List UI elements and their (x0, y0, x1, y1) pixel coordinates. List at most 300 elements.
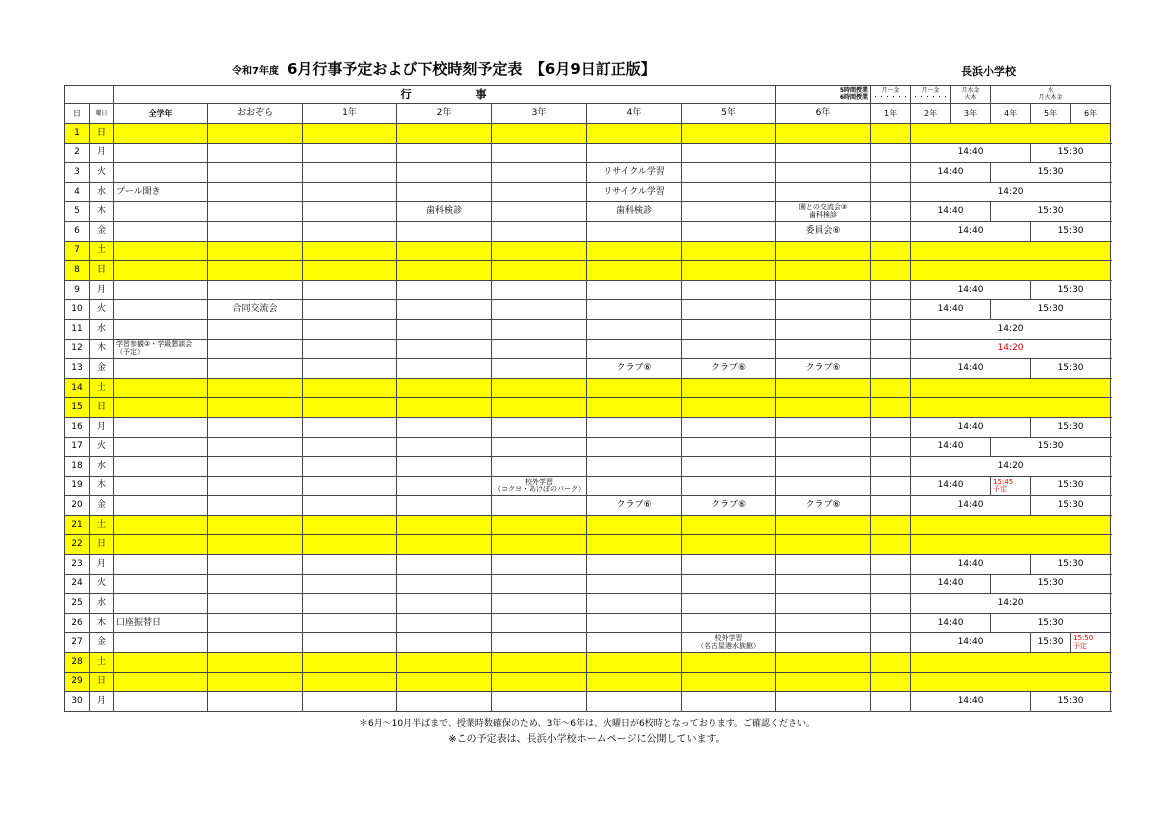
event-g2 (397, 280, 492, 300)
event-g1 (303, 398, 397, 418)
event-oozora (208, 574, 303, 594)
event-g2 (397, 124, 492, 144)
event-g2 (397, 163, 492, 183)
event-g2 (397, 359, 492, 379)
event-g6 (776, 143, 871, 163)
time-cell: 15:30 (991, 202, 1111, 222)
table-row (65, 692, 1111, 712)
event-g3 (492, 496, 587, 516)
weekday: 水 (90, 319, 114, 339)
event-g1 (303, 515, 397, 535)
table-row (65, 555, 1111, 575)
time-cell: 14:40 (911, 300, 991, 320)
lesson-note-cell (871, 339, 911, 359)
event-oozora (208, 182, 303, 202)
lesson-note-cell (871, 613, 911, 633)
event-oozora (208, 417, 303, 437)
event-g2 (397, 339, 492, 359)
col-grade-5: 5年 (682, 104, 776, 124)
event-g1 (303, 594, 397, 614)
time-cell (911, 672, 1111, 692)
event-g2 (397, 555, 492, 575)
weekday: 木 (90, 613, 114, 633)
time-cell: 14:40 (911, 417, 1031, 437)
event-g4 (587, 221, 682, 241)
table-row (65, 417, 1111, 437)
event-oozora (208, 398, 303, 418)
event-all (114, 672, 208, 692)
event-g3 (492, 437, 587, 457)
table-row (65, 476, 1111, 496)
event-g3 (492, 417, 587, 437)
event-g5 (682, 143, 776, 163)
pattern-3-top: 月水金 (961, 86, 980, 94)
weekday: 木 (90, 339, 114, 359)
pattern-2-top: 月～金 (921, 86, 940, 94)
event-g4 (587, 319, 682, 339)
table-row (65, 143, 1111, 163)
day-number: 15 (65, 398, 90, 418)
event-g1 (303, 457, 397, 477)
event-g6 (776, 437, 871, 457)
pattern-4-bottom: 月火木金 (1038, 93, 1063, 101)
event-g3 (492, 515, 587, 535)
event-g2 (397, 417, 492, 437)
weekday: 月 (90, 280, 114, 300)
col-grade-4: 4年 (587, 104, 682, 124)
event-g6: 園との交流会③ 歯科検診 (776, 202, 871, 222)
event-all (114, 319, 208, 339)
event-all (114, 535, 208, 555)
time-cell: 15:30 (1031, 476, 1111, 496)
event-g3 (492, 143, 587, 163)
event-g5 (682, 241, 776, 261)
event-g5 (682, 692, 776, 712)
event-g6 (776, 594, 871, 614)
day-number: 14 (65, 378, 90, 398)
weekday: 土 (90, 653, 114, 673)
table-row (65, 378, 1111, 398)
time-cell: 15:30 (991, 163, 1111, 183)
time-cell (911, 515, 1111, 535)
event-g3 (492, 653, 587, 673)
schedule-table (64, 85, 1111, 712)
event-g5 (682, 653, 776, 673)
event-g4: リサイクル学習 (587, 182, 682, 202)
event-g6 (776, 280, 871, 300)
time-cell: 14:40 (911, 692, 1031, 712)
weekday: 土 (90, 241, 114, 261)
time-cell: 15:30 (1031, 359, 1111, 379)
event-g5 (682, 535, 776, 555)
time-cell (911, 398, 1111, 418)
event-oozora (208, 457, 303, 477)
time-cell: 15:30 (1031, 555, 1111, 575)
time-cell: 14:40 (911, 359, 1031, 379)
event-g5 (682, 457, 776, 477)
event-g1 (303, 653, 397, 673)
event-oozora (208, 261, 303, 281)
event-g1 (303, 163, 397, 183)
event-oozora (208, 496, 303, 516)
lesson-note-cell (871, 221, 911, 241)
event-oozora (208, 633, 303, 653)
event-all (114, 398, 208, 418)
event-g2 (397, 261, 492, 281)
weekday: 月 (90, 555, 114, 575)
event-g1 (303, 300, 397, 320)
event-g4 (587, 515, 682, 535)
event-g3 (492, 182, 587, 202)
event-oozora (208, 692, 303, 712)
table-row (65, 653, 1111, 673)
event-g2 (397, 653, 492, 673)
lesson-note-cell (871, 359, 911, 379)
events-header-char-2: 事 (475, 88, 489, 101)
event-g1 (303, 574, 397, 594)
event-g6 (776, 300, 871, 320)
event-g6 (776, 163, 871, 183)
lesson-note-cell (871, 300, 911, 320)
weekday: 水 (90, 182, 114, 202)
event-all (114, 437, 208, 457)
day-number: 13 (65, 359, 90, 379)
weekday: 火 (90, 300, 114, 320)
event-g4 (587, 633, 682, 653)
col-weekday: 曜日 (90, 104, 114, 124)
event-g5 (682, 261, 776, 281)
header-row-1 (65, 86, 1111, 104)
time-cell: 15:30 (991, 300, 1111, 320)
weekday: 火 (90, 574, 114, 594)
event-all (114, 163, 208, 183)
event-g3 (492, 633, 587, 653)
day-number: 24 (65, 574, 90, 594)
event-g4 (587, 457, 682, 477)
event-g2 (397, 515, 492, 535)
event-oozora (208, 613, 303, 633)
event-g2 (397, 613, 492, 633)
event-all (114, 653, 208, 673)
event-g5 (682, 515, 776, 535)
day-number: 5 (65, 202, 90, 222)
event-oozora (208, 124, 303, 144)
lesson-note-cell (871, 555, 911, 575)
event-g4 (587, 672, 682, 692)
event-g5 (682, 124, 776, 144)
pattern-1 (871, 86, 911, 104)
time-cell: 14:40 (911, 280, 1031, 300)
event-g4 (587, 378, 682, 398)
weekday: 日 (90, 261, 114, 281)
event-g6 (776, 574, 871, 594)
lesson-note-cell (871, 574, 911, 594)
event-g6 (776, 633, 871, 653)
pattern-3-bottom: 火木 (964, 93, 977, 101)
time-cell: 14:20 (911, 319, 1111, 339)
event-g3 (492, 261, 587, 281)
lesson-5-label: 5時間授業 (839, 86, 869, 94)
header-row-2 (65, 104, 1111, 124)
event-oozora (208, 202, 303, 222)
event-g2 (397, 633, 492, 653)
table-row (65, 163, 1111, 183)
time-cell: 14:40 (911, 143, 1031, 163)
time-cell: 14:40 (911, 633, 1031, 653)
page-title (232, 58, 656, 79)
event-g6 (776, 398, 871, 418)
event-g6 (776, 535, 871, 555)
event-g2 (397, 672, 492, 692)
event-g6 (776, 319, 871, 339)
weekday: 木 (90, 476, 114, 496)
lesson-note-cell (871, 672, 911, 692)
lesson-hours-note (776, 86, 871, 104)
pattern-2-bottom: ・・・・・・ (912, 93, 949, 101)
day-number: 28 (65, 653, 90, 673)
pattern-1-bottom: ・・・・・・ (872, 93, 909, 101)
lesson-note-cell (871, 496, 911, 516)
footer-note-1: ＊6月～10月半ばまで、授業時数確保のため、3年～6年は、火曜日が6校時となっております。ご確認ください。 (358, 719, 816, 729)
pattern-1-top: 月～金 (881, 86, 900, 94)
event-g5 (682, 437, 776, 457)
day-number: 18 (65, 457, 90, 477)
event-g5 (682, 398, 776, 418)
event-oozora (208, 555, 303, 575)
lesson-note-cell (871, 163, 911, 183)
event-g4 (587, 300, 682, 320)
table-row (65, 124, 1111, 144)
event-g2 (397, 594, 492, 614)
lesson-note-cell (871, 692, 911, 712)
event-all (114, 692, 208, 712)
event-g3 (492, 692, 587, 712)
lesson-note-cell (871, 378, 911, 398)
weekday: 金 (90, 359, 114, 379)
time-cell (911, 535, 1111, 555)
weekday: 日 (90, 398, 114, 418)
event-oozora (208, 143, 303, 163)
event-g1 (303, 437, 397, 457)
event-g1 (303, 143, 397, 163)
time-cell: 14:20 (911, 339, 1111, 359)
day-number: 4 (65, 182, 90, 202)
table-row (65, 574, 1111, 594)
event-oozora (208, 594, 303, 614)
event-g4: クラブ⑥ (587, 496, 682, 516)
event-g1 (303, 692, 397, 712)
time-cell: 14:40 (911, 476, 991, 496)
day-number: 10 (65, 300, 90, 320)
day-number: 25 (65, 594, 90, 614)
lesson-note-cell (871, 319, 911, 339)
event-g2 (397, 182, 492, 202)
event-g5: クラブ⑥ (682, 359, 776, 379)
weekday: 水 (90, 457, 114, 477)
event-g4 (587, 692, 682, 712)
table-row (65, 437, 1111, 457)
event-g2 (397, 496, 492, 516)
event-g6 (776, 417, 871, 437)
time-cell (911, 124, 1111, 144)
event-g5 (682, 339, 776, 359)
day-number: 8 (65, 261, 90, 281)
event-g4: クラブ⑥ (587, 359, 682, 379)
event-g4 (587, 124, 682, 144)
weekday: 木 (90, 202, 114, 222)
event-g5 (682, 594, 776, 614)
time-cell (911, 241, 1111, 261)
table-row (65, 261, 1111, 281)
event-g5 (682, 280, 776, 300)
weekday: 金 (90, 633, 114, 653)
day-number: 21 (65, 515, 90, 535)
event-g4 (587, 594, 682, 614)
day-number: 6 (65, 221, 90, 241)
table-row (65, 496, 1111, 516)
event-g6 (776, 241, 871, 261)
event-g3 (492, 202, 587, 222)
table-row (65, 202, 1111, 222)
col-time-4: 4年 (991, 104, 1031, 124)
event-g3 (492, 555, 587, 575)
event-all (114, 515, 208, 535)
event-g5 (682, 319, 776, 339)
event-g1 (303, 417, 397, 437)
time-cell: 15:30 (1031, 417, 1111, 437)
event-g5 (682, 555, 776, 575)
era-year: 令和7年度 (232, 66, 279, 77)
event-g1 (303, 633, 397, 653)
event-g1 (303, 124, 397, 144)
day-number: 27 (65, 633, 90, 653)
event-g3 (492, 241, 587, 261)
event-g1 (303, 202, 397, 222)
event-all (114, 457, 208, 477)
table-row (65, 319, 1111, 339)
time-cell: 14:40 (911, 496, 1031, 516)
col-grade-6: 6年 (776, 104, 871, 124)
event-g4 (587, 417, 682, 437)
event-g4: 歯科検診 (587, 202, 682, 222)
day-number: 7 (65, 241, 90, 261)
event-g1 (303, 339, 397, 359)
event-g1 (303, 555, 397, 575)
event-g6 (776, 555, 871, 575)
time-cell: 14:40 (911, 163, 991, 183)
event-all (114, 359, 208, 379)
event-all (114, 378, 208, 398)
col-time-3: 3年 (951, 104, 991, 124)
event-g2 (397, 692, 492, 712)
event-g4 (587, 574, 682, 594)
event-g4 (587, 261, 682, 281)
event-g5: 校外学習 （名古屋港水族館） (682, 633, 776, 653)
table-row (65, 398, 1111, 418)
table-row (65, 515, 1111, 535)
event-g3: 校外学習 （コクヨ・あけぼのパーク） (492, 476, 587, 496)
weekday: 土 (90, 515, 114, 535)
event-g3 (492, 339, 587, 359)
event-g2 (397, 241, 492, 261)
event-g3 (492, 280, 587, 300)
event-g6 (776, 378, 871, 398)
event-all (114, 476, 208, 496)
event-g6 (776, 339, 871, 359)
event-oozora (208, 163, 303, 183)
pattern-3 (951, 86, 991, 104)
table-row (65, 221, 1111, 241)
event-all (114, 261, 208, 281)
time-cell: 14:40 (911, 437, 991, 457)
time-cell: 15:30 (1031, 143, 1111, 163)
lesson-6-label: 6時間授業 (839, 93, 869, 101)
weekday: 金 (90, 496, 114, 516)
event-g1 (303, 261, 397, 281)
weekday: 月 (90, 692, 114, 712)
lesson-note-cell (871, 280, 911, 300)
event-g4 (587, 241, 682, 261)
time-cell: 14:40 (911, 221, 1031, 241)
table-row (65, 633, 1111, 653)
col-time-6: 6年 (1071, 104, 1111, 124)
event-g2 (397, 457, 492, 477)
lesson-note-cell (871, 476, 911, 496)
day-number: 3 (65, 163, 90, 183)
event-g5 (682, 163, 776, 183)
event-all (114, 124, 208, 144)
time-cell: 14:40 (911, 555, 1031, 575)
event-g6 (776, 476, 871, 496)
event-g1 (303, 535, 397, 555)
event-all: プール開き (114, 182, 208, 202)
event-oozora (208, 515, 303, 535)
event-g6 (776, 182, 871, 202)
time-cell: 14:20 (911, 182, 1111, 202)
event-g3 (492, 300, 587, 320)
event-g1 (303, 182, 397, 202)
day-number: 20 (65, 496, 90, 516)
event-g6 (776, 124, 871, 144)
event-g2 (397, 574, 492, 594)
day-number: 30 (65, 692, 90, 712)
event-all (114, 221, 208, 241)
event-g3 (492, 378, 587, 398)
lesson-note-cell (871, 398, 911, 418)
event-g1 (303, 241, 397, 261)
event-g1 (303, 378, 397, 398)
weekday: 日 (90, 124, 114, 144)
lesson-note-cell (871, 202, 911, 222)
event-g4 (587, 280, 682, 300)
event-all (114, 241, 208, 261)
event-all (114, 202, 208, 222)
event-g5: クラブ⑥ (682, 496, 776, 516)
day-number: 26 (65, 613, 90, 633)
table-row (65, 300, 1111, 320)
time-cell (911, 261, 1111, 281)
time-cell: 15:50 予定 (1071, 633, 1111, 653)
pattern-2 (911, 86, 951, 104)
event-g2 (397, 535, 492, 555)
event-oozora (208, 359, 303, 379)
event-all (114, 280, 208, 300)
table-row (65, 182, 1111, 202)
event-g3 (492, 613, 587, 633)
time-cell: 15:30 (1031, 221, 1111, 241)
table-row (65, 457, 1111, 477)
table-row (65, 359, 1111, 379)
